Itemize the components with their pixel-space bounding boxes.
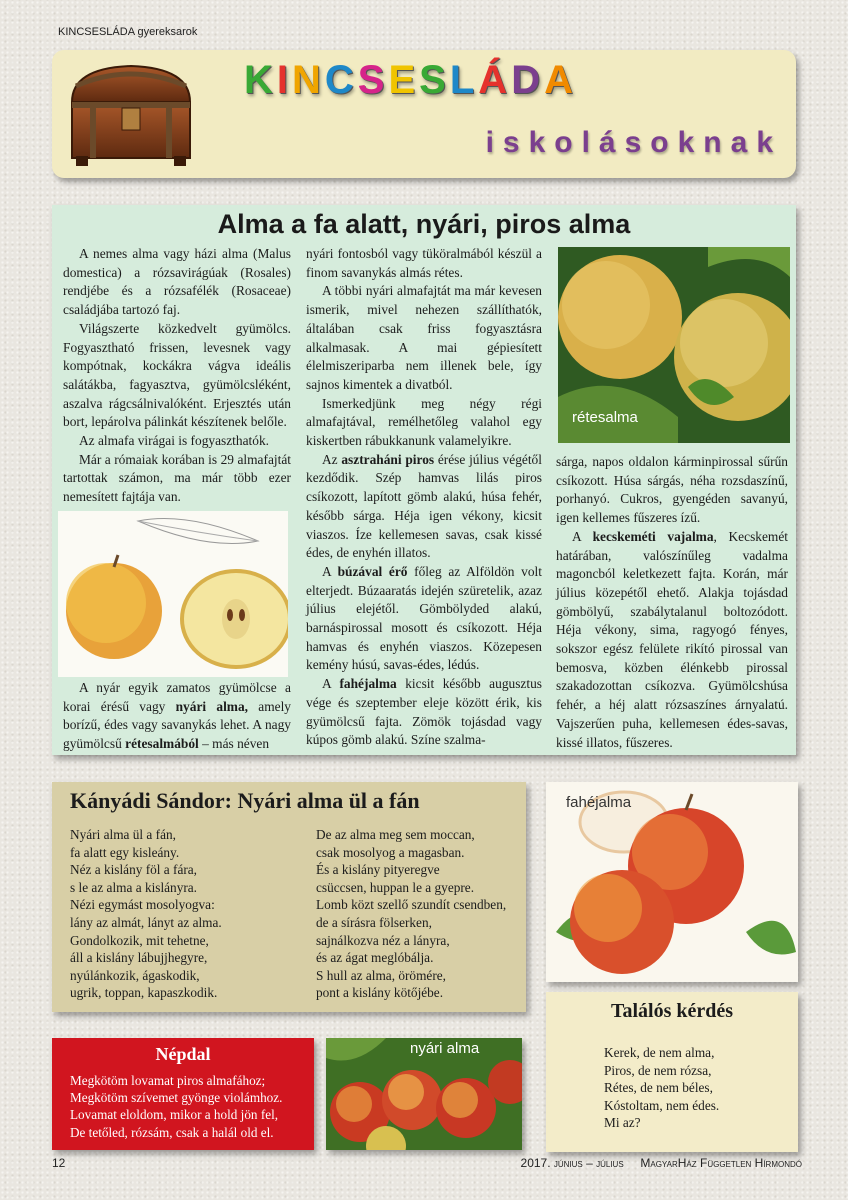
title-letter: D — [511, 58, 545, 102]
footer-date: 2017. június – július — [520, 1156, 624, 1170]
poem-line: Nézi egymást mosolyogva: — [70, 897, 215, 913]
fahejalma-label: fahéjalma — [566, 794, 632, 811]
apple-photo-icon — [546, 782, 798, 982]
paragraph: nyári fontosból vagy tüköralmából készül a finom savanykás almás rétes. — [306, 246, 542, 280]
riddle-line: Kerek, de nem alma, — [604, 1045, 715, 1060]
retesalma-photo — [558, 247, 790, 443]
paragraph: Ismerkedjünk meg négy régi almafajtával, remélhetőleg valahol egy kiskertben rábukkanunk valamelyikre. — [306, 395, 542, 449]
riddle-line: Piros, de nem rózsa, — [604, 1062, 712, 1078]
folk-song-line: Megkötöm szívemet gyönge violámhoz. — [70, 1090, 283, 1106]
paragraph: Világszerte közkedvelt gyümölcs. Fogyasztható frissen, levesnek vagy kompótnak, kockákra vágva ideális salátákba, fagyasztva, gyümölcsléként, aszalva rágcsálnivalóként. Erjesztés után bort, lepárolva pálinkát készítenek belőle. — [63, 320, 291, 430]
kincseslada-title — [244, 58, 577, 103]
nyari-alma-photo — [326, 1038, 522, 1150]
title-letter: I — [276, 58, 293, 102]
riddle-line: Rétes, de nem béles, — [604, 1080, 713, 1096]
treasure-chest-icon — [62, 58, 200, 168]
paragraph: A többi nyári almafajtát ma már kevesen ismerik, mivel nehezen szállíthatók, általában csak friss fogyasztásra alkalmasak. A mai gépiesített élelmiszeriparba nem illenek bele, így sajnos kimentek a divatból. — [306, 283, 542, 392]
folk-song-title: Népdal — [155, 1044, 211, 1064]
poem-line: áll a kislány lábujjhegyre, — [70, 950, 208, 966]
poem-title: Kányádi Sándor: Nyári alma ül a fán — [70, 788, 420, 813]
riddle-panel — [546, 992, 798, 1152]
paragraph: sárga, napos oldalon kárminpirossal sűrűn csíkozott. Húsa sárgás, néha rozsdaszínű, porhanyó. Cukros, gyengéden savanyú, igen kellemes fűszeres ízű. — [556, 454, 788, 526]
footer-info — [521, 1156, 802, 1170]
paragraph: A kecskeméti vajalma, Kecskemét határában, valószínűleg vadalma magoncból keletkezett fajta. Korán, már július közepétől ehető. Alakja tojásdad gömbölyű, szabálytalanul boltozódott. Héja vékony, sima, ragyogó fényes, sokszor egész felülete rikító pirossal van bemosva, közben élénkebb pirossal szakadozottan csíkozva. Gyümölcshúsa fehér, a héj alatt rózsaszínes árnyalatú. Vajszerűen puha, kellemesen édes-savas, kissé illatos, fűszeres. — [556, 528, 788, 750]
paragraph: A fahéjalma kicsit később augusztus vége és szeptember eleje között érik, kis gyümölcsű fajta. Zömök tojásdad vagy kúpos gömb alakú. Színe szalma- — [306, 676, 542, 748]
poem-line: csüccsen, huppan le a gyepre. — [316, 879, 475, 895]
poem-line: csak mosolyog a magasban. — [316, 844, 465, 860]
article-column-2 — [306, 245, 542, 750]
poem-column-right — [316, 826, 506, 1002]
subtitle: iskolásoknak — [485, 126, 782, 159]
title-letter: C — [324, 58, 358, 102]
poem-line: de a sírásra fölserken, — [316, 914, 432, 930]
page-number: 12 — [52, 1156, 66, 1170]
riddle-line: Mi az? — [604, 1115, 641, 1131]
poem-line: pont a kislány kötőjébe. — [316, 985, 444, 1001]
poem-line: és az ágat meglóbálja. — [316, 950, 434, 966]
header-banner — [52, 50, 796, 178]
paragraph: A nyár egyik zamatos gyümölcse a korai érésű vagy nyári alma, amely borízű, édes vagy savanykás lehet. A nagy gyümölcsű rétesalmából – más néven — [63, 680, 291, 752]
apple-illustration-image — [58, 511, 288, 677]
paragraph: Már a rómaiak korában is 29 almafajtát tartottak számon, ma már több ezer nemesített fajtája van. — [63, 451, 291, 505]
fahejalma-photo — [546, 782, 798, 982]
riddle-line: Kóstoltam, nem édes. — [604, 1097, 720, 1113]
poem-panel — [52, 782, 526, 1012]
folk-song-line: De tetőled, rózsám, csak a halál old el. — [70, 1124, 274, 1140]
poem-line: Gondolkozik, mit tehetne, — [70, 932, 209, 948]
poem-line: sajnálkozva néz a lányra, — [316, 932, 450, 948]
paragraph: Az asztraháni piros érése július végétől kezdődik. Szép hamvas lilás piros csíkozott, lapított gömb alakú, húsa fehér, később sárga. Héja igen vékony, kicsit viaszos. Íze kellemesen savas, csak kissé édes, de enyhén illatos. — [306, 451, 542, 561]
poem-line: s le az alma a kislányra. — [70, 879, 198, 895]
poem-line: ugrik, toppan, kapaszkodik. — [70, 985, 218, 1001]
folk-song-line: Megkötöm lovamat piros almafához; — [70, 1073, 266, 1088]
poem-line: Nyári alma ül a fán, — [70, 827, 176, 842]
folk-song-line: Lovamat eloldom, mikor a hold jön fel, — [70, 1107, 279, 1123]
title-letter: A — [544, 58, 577, 102]
poem-line: nyúlánkozik, ágaskodik, — [70, 967, 200, 983]
paragraph: Az almafa virágai is fogyaszthatók. — [79, 433, 269, 449]
riddle-lines — [604, 1044, 719, 1132]
article-column-3 — [556, 453, 788, 752]
paragraph: A búzával érő főleg az Alföldön volt elterjedt. Búzaaratás idején szüretelik, azaz július elejétől. Gömbölyded alakú, barnáspirossal mosott és csíkozott. Héja hamvas és enyhén viaszos. Közepesen kemény húsú, savas-édes, lédús. — [306, 563, 542, 673]
title-letter: S — [357, 58, 389, 102]
poem-line: De az alma meg sem moccan, — [316, 827, 475, 842]
title-letter: Á — [478, 58, 512, 102]
footer-publication: MagyarHáz Független Hírmondó — [640, 1156, 802, 1170]
paragraph: A nemes alma vagy házi alma (Malus domestica) a rózsavirágúak (Rosales) rendjébe és a rózsafélék (Rosaceae) családjába tartozó faj. — [63, 246, 291, 318]
article-title: Alma a fa alatt, nyári, piros alma — [217, 209, 631, 239]
poem-line: lány az almát, lányt az alma. — [70, 914, 222, 930]
article-panel — [52, 205, 796, 755]
folk-song-panel — [52, 1038, 314, 1150]
title-letter: S — [419, 58, 450, 102]
poem-line: fa alatt egy kisleány. — [70, 844, 180, 860]
title-letter: L — [449, 58, 479, 102]
poem-line: Lomb közt szellő szundít csendben, — [316, 897, 507, 913]
title-letter: K — [244, 58, 277, 102]
article-column-1 — [63, 245, 291, 507]
nyari-alma-label: nyári alma — [410, 1040, 480, 1057]
poem-line: És a kislány pityeregve — [316, 862, 440, 878]
folk-song-lines — [70, 1072, 282, 1141]
poem-line: S hull az alma, örömére, — [316, 967, 446, 983]
section-label: KINCSESLÁDA gyereksarok — [58, 26, 198, 38]
retesalma-label: rétesalma — [572, 409, 638, 426]
title-letter: N — [292, 58, 325, 102]
article-column-1-continued — [63, 679, 291, 754]
title-letter: E — [388, 58, 420, 102]
poem-column-left — [70, 826, 222, 1002]
riddle-title: Találós kérdés — [610, 1000, 734, 1022]
poem-line: Néz a kislány föl a fára, — [70, 862, 197, 878]
